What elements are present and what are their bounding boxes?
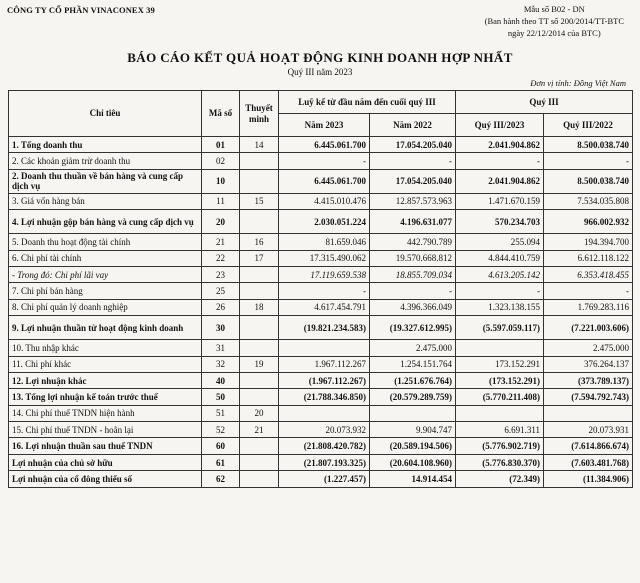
cell-label: 3. Giá vốn hàng bán [9,193,202,209]
cell-ytd-2022: (1.251.676.764) [370,372,456,388]
cell-ytd-2023: 17.315.490.062 [279,250,370,266]
cell-ytd-2023: 6.445.061.700 [279,169,370,193]
cell-q3-2023: (5.776.830.370) [456,454,544,470]
company-name: CÔNG TY CỔ PHẦN VINACONEX 39 [7,5,155,15]
cell-q3-2022: (7.594.792.743) [544,389,633,405]
cell-code: 10 [202,169,240,193]
col-q3-2022: Quý III/2022 [544,114,633,137]
cell-label: 15. Chi phí thuế TNDN - hoãn lại [9,422,202,438]
cell-ytd-2023: (1.967.112.267) [279,372,370,388]
cell-label: Lợi nhuận của cổ đông thiểu số [9,471,202,487]
cell-code: 40 [202,372,240,388]
cell-note: 17 [240,250,279,266]
cell-code: 51 [202,405,240,421]
cell-code: 20 [202,210,240,234]
cell-ytd-2022: (20.604.108.960) [370,454,456,470]
cell-code: 32 [202,356,240,372]
cell-ytd-2023 [279,340,370,356]
cell-note [240,283,279,299]
cell-q3-2023: (5.597.059.117) [456,316,544,340]
cell-q3-2022: (7.221.003.606) [544,316,633,340]
cell-label: 12. Lợi nhuận khác [9,372,202,388]
table-row [9,137,633,153]
cell-label: 9. Lợi nhuận thuần từ hoạt động kinh doanh [9,316,202,340]
cell-label: 13. Tổng lợi nhuận kế toán trước thuế [9,389,202,405]
cell-code: 25 [202,283,240,299]
table-row [9,438,633,454]
cell-label: Lợi nhuận của chủ sở hữu [9,454,202,470]
table-row [9,316,633,340]
cell-q3-2022: (7.603.481.768) [544,454,633,470]
cell-q3-2022: 376.264.137 [544,356,633,372]
cell-q3-2023: 6.691.311 [456,422,544,438]
cell-code: 02 [202,153,240,169]
cell-q3-2023: (72.349) [456,471,544,487]
form-reference [485,3,624,39]
cell-q3-2023: 4.844.410.759 [456,250,544,266]
cell-note [240,266,279,282]
cell-q3-2023: 2.041.904.862 [456,137,544,153]
cell-q3-2023: - [456,283,544,299]
cell-ytd-2022: 17.054.205.040 [370,169,456,193]
cell-q3-2023: 2.041.904.862 [456,169,544,193]
col-quarter-group: Quý III [456,91,633,114]
cell-ytd-2022: - [370,153,456,169]
cell-code: 21 [202,234,240,250]
cell-q3-2022: 6.612.118.122 [544,250,633,266]
cell-ytd-2023: (19.821.234.583) [279,316,370,340]
col-q3-2023: Quý III/2023 [456,114,544,137]
cell-q3-2023: (173.152.291) [456,372,544,388]
cell-ytd-2022: (20.579.289.759) [370,389,456,405]
cell-ytd-2022: 17.054.205.040 [370,137,456,153]
cell-code: 11 [202,193,240,209]
cell-q3-2022: 8.500.038.740 [544,169,633,193]
cell-q3-2022: - [544,283,633,299]
table-row [9,193,633,209]
header-row-groups [9,91,633,114]
report-title: BÁO CÁO KẾT QUẢ HOẠT ĐỘNG KINH DOANH HỢP NHẤT [127,50,513,65]
cell-code: 22 [202,250,240,266]
cell-note [240,454,279,470]
cell-code: 31 [202,340,240,356]
cell-label: 2. Các khoản giảm trừ doanh thu [9,153,202,169]
cell-ytd-2023: 6.445.061.700 [279,137,370,153]
table-row [9,454,633,470]
col-ytd-2022: Năm 2022 [370,114,456,137]
cell-note: 15 [240,193,279,209]
cell-ytd-2022: (20.589.194.506) [370,438,456,454]
cell-ytd-2023: - [279,283,370,299]
cell-q3-2023: - [456,153,544,169]
cell-ytd-2022: 18.855.709.034 [370,266,456,282]
cell-note [240,169,279,193]
cell-code: 23 [202,266,240,282]
cell-q3-2023: 1.471.670.159 [456,193,544,209]
table-row [9,372,633,388]
table-row [9,153,633,169]
cell-note [240,340,279,356]
cell-ytd-2022 [370,405,456,421]
cell-note [240,438,279,454]
cell-q3-2023: 1.323.138.155 [456,299,544,315]
cell-q3-2022: - [544,153,633,169]
table-row [9,340,633,356]
table-row [9,266,633,282]
cell-ytd-2022: 2.475.000 [370,340,456,356]
cell-q3-2022: 194.394.700 [544,234,633,250]
cell-code: 52 [202,422,240,438]
table-row [9,283,633,299]
income-statement-table [8,90,633,488]
cell-ytd-2022: 1.254.151.764 [370,356,456,372]
cell-q3-2023 [456,340,544,356]
cell-q3-2022: (7.614.866.674) [544,438,633,454]
cell-ytd-2023: 20.073.932 [279,422,370,438]
col-ytd-group: Luỹ kế từ đầu năm đến cuối quý III [279,91,456,114]
cell-q3-2022: 8.500.038.740 [544,137,633,153]
table-row [9,422,633,438]
cell-q3-2022: (373.789.137) [544,372,633,388]
cell-code: 60 [202,438,240,454]
cell-ytd-2023: 1.967.112.267 [279,356,370,372]
cell-code: 62 [202,471,240,487]
col-ytd-2023: Năm 2023 [279,114,370,137]
report-period: Quý III năm 2023 [287,67,353,77]
cell-ytd-2022: 12.857.573.963 [370,193,456,209]
cell-q3-2023: 173.152.291 [456,356,544,372]
cell-note: 21 [240,422,279,438]
cell-q3-2022: 2.475.000 [544,340,633,356]
table-row [9,169,633,193]
cell-ytd-2023: (21.808.420.782) [279,438,370,454]
cell-code: 26 [202,299,240,315]
col-item: Chỉ tiêu [9,91,202,137]
cell-note: 16 [240,234,279,250]
cell-ytd-2023: (21.807.193.325) [279,454,370,470]
cell-note: 19 [240,356,279,372]
cell-label: 11. Chi phí khác [9,356,202,372]
cell-ytd-2023: (21.788.346.850) [279,389,370,405]
table-row [9,405,633,421]
cell-ytd-2022: (19.327.612.995) [370,316,456,340]
cell-q3-2023: (5.776.902.719) [456,438,544,454]
cell-ytd-2023: (1.227.457) [279,471,370,487]
cell-label: 5. Doanh thu hoạt động tài chính [9,234,202,250]
cell-code: 50 [202,389,240,405]
cell-label: 10. Thu nhập khác [9,340,202,356]
cell-ytd-2022: 4.196.631.077 [370,210,456,234]
table-row [9,356,633,372]
form-date: ngày 22/12/2014 của BTC) [507,28,601,38]
table-row [9,234,633,250]
cell-q3-2022: 7.534.035.808 [544,193,633,209]
cell-ytd-2023 [279,405,370,421]
cell-ytd-2022: 14.914.454 [370,471,456,487]
cell-ytd-2022: 4.396.366.049 [370,299,456,315]
cell-note [240,471,279,487]
cell-note [240,372,279,388]
table-row [9,471,633,487]
col-note: Thuyết minh [240,91,279,137]
cell-note: 14 [240,137,279,153]
cell-label: 4. Lợi nhuận gộp bán hàng và cung cấp dịch vụ [9,210,202,234]
cell-q3-2022: 6.353.418.455 [544,266,633,282]
table-row [9,250,633,266]
cell-code: 61 [202,454,240,470]
cell-ytd-2022: 19.570.668.812 [370,250,456,266]
cell-note: 20 [240,405,279,421]
cell-label: 6. Chi phí tài chính [9,250,202,266]
currency-unit: Đơn vị tính: Đồng Việt Nam [530,78,626,88]
cell-code: 30 [202,316,240,340]
cell-label: 1. Tổng doanh thu [9,137,202,153]
cell-q3-2022 [544,405,633,421]
cell-label: 7. Chi phí bán hàng [9,283,202,299]
cell-note [240,153,279,169]
cell-q3-2023 [456,405,544,421]
cell-note: 18 [240,299,279,315]
cell-q3-2022: 966.002.932 [544,210,633,234]
cell-q3-2022: 20.073.931 [544,422,633,438]
cell-label: 16. Lợi nhuận thuần sau thuế TNDN [9,438,202,454]
cell-note [240,316,279,340]
cell-note [240,389,279,405]
cell-ytd-2023: 4.617.454.791 [279,299,370,315]
table-row [9,299,633,315]
cell-ytd-2023: 81.659.046 [279,234,370,250]
form-code: Mẫu số B02 - DN [523,4,585,14]
cell-ytd-2022: 442.790.789 [370,234,456,250]
cell-q3-2023: 570.234.703 [456,210,544,234]
cell-q3-2023: (5.770.211.408) [456,389,544,405]
cell-code: 01 [202,137,240,153]
cell-ytd-2023: 4.415.010.476 [279,193,370,209]
cell-q3-2023: 255.094 [456,234,544,250]
cell-q3-2023: 4.613.205.142 [456,266,544,282]
cell-ytd-2022: - [370,283,456,299]
col-code: Mã số [202,91,240,137]
table-row [9,210,633,234]
cell-label: 2. Doanh thu thuần về bán hàng và cung cấp dịch vụ [9,169,202,193]
cell-label: 8. Chi phí quản lý doanh nghiệp [9,299,202,315]
cell-q3-2022: (11.384.906) [544,471,633,487]
cell-ytd-2022: 9.904.747 [370,422,456,438]
cell-q3-2022: 1.769.283.116 [544,299,633,315]
form-issued: (Ban hành theo TT số 200/2014/TT-BTC [484,16,624,26]
cell-label: - Trong đó: Chi phí lãi vay [9,266,202,282]
cell-note [240,210,279,234]
cell-label: 14. Chi phí thuế TNDN hiện hành [9,405,202,421]
cell-ytd-2023: - [279,153,370,169]
cell-ytd-2023: 17.119.659.538 [279,266,370,282]
table-row [9,389,633,405]
cell-ytd-2023: 2.030.051.224 [279,210,370,234]
